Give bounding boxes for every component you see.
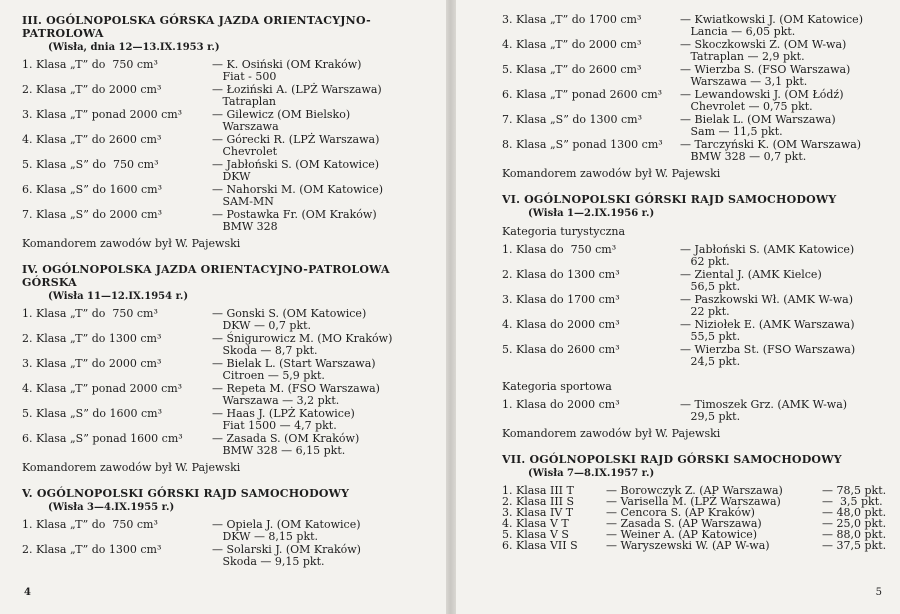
result-text: — Jabłoński S. (OM Katowice) DKW	[212, 158, 380, 183]
list-item	[502, 114, 888, 138]
class-cell: 6. Klasa VII S	[502, 539, 578, 552]
result-text: — Lewandowski J. (OM Łódź) Chevrolet — 0,75 pkt.	[680, 88, 844, 113]
list-item	[22, 358, 422, 382]
points-cell: — 88,0 pkt.	[822, 528, 887, 541]
points-cell: — 37,5 pkt.	[822, 539, 887, 552]
class-cell: 1. Klasa III T	[502, 484, 574, 497]
section-title: VI. OGÓLNOPOLSKI GÓRSKI RAJD SAMOCHODOWY	[502, 193, 837, 206]
commander-line: Komandorem zawodów był W. Pajewski	[22, 461, 241, 474]
result-text: — Bielak L. (OM Warszawa) Sam — 11,5 pkt.	[680, 113, 836, 138]
result-text: — Gonski S. (OM Katowice) DKW — 0,7 pkt.	[212, 307, 367, 332]
list-item	[502, 244, 888, 268]
points-cell: — 48,0 pkt.	[822, 506, 887, 519]
driver-cell: — Zasada S. (AP Warszawa)	[606, 517, 762, 530]
class-label: 6. Klasa „S” ponad 1600 cm³	[22, 432, 183, 445]
class-label: 2. Klasa do 1300 cm³	[502, 268, 620, 281]
list-item	[22, 308, 422, 332]
list-item	[22, 408, 422, 432]
class-label: 1. Klasa do 2000 cm³	[502, 398, 620, 411]
class-label: 1. Klasa „T” do 750 cm³	[22, 307, 158, 320]
points-cell: — 25,0 pkt.	[822, 517, 887, 530]
section-date: (Wisła 3—4.IX.1955 r.)	[48, 502, 175, 513]
section-date: (Wisła 11—12.IX.1954 r.)	[48, 291, 189, 302]
class-label: 3. Klasa „T” do 2000 cm³	[22, 357, 162, 370]
driver-cell: — Cencora S. (AP Kraków)	[606, 506, 755, 519]
right-column	[502, 14, 888, 564]
class-label: 1. Klasa „T” do 750 cm³	[22, 518, 158, 531]
list-item	[22, 184, 422, 208]
result-text: — Nahorski M. (OM Katowice) SAM-MN	[212, 183, 384, 208]
class-label: 1. Klasa „T” do 750 cm³	[22, 58, 158, 71]
section-v	[22, 487, 422, 568]
list-item	[22, 544, 422, 568]
class-label: 5. Klasa „S” do 1600 cm³	[22, 407, 162, 420]
class-label: 2. Klasa „T” do 1300 cm³	[22, 332, 162, 345]
class-label: 5. Klasa „S” do 750 cm³	[22, 158, 159, 171]
class-label: 4. Klasa „T” do 2000 cm³	[502, 38, 642, 51]
driver-cell: — Varisella M. (LPŻ Warszawa)	[606, 495, 781, 508]
class-label: 7. Klasa „S” do 2000 cm³	[22, 208, 162, 221]
page-number: 4	[24, 587, 31, 598]
section-date: (Wisła 7—8.IX.1957 r.)	[528, 468, 655, 479]
result-text: — Śnigurowicz M. (MO Kraków) Skoda — 8,7 pkt.	[212, 332, 393, 357]
class-label: 8. Klasa „S” ponad 1300 cm³	[502, 138, 663, 151]
result-text: — Timoszek Grz. (AMK W-wa) 29,5 pkt.	[680, 398, 848, 423]
commander-line: Komandorem zawodów był W. Pajewski	[502, 167, 721, 180]
class-label: 2. Klasa „T” do 1300 cm³	[22, 543, 162, 556]
class-label: 3. Klasa do 1700 cm³	[502, 293, 620, 306]
list-item	[22, 209, 422, 233]
section-iv	[22, 263, 422, 474]
section-date: (Wisła, dnia 12—13.IX.1953 r.)	[48, 42, 220, 53]
class-label: 5. Klasa „T” do 2600 cm³	[502, 63, 642, 76]
list-item	[502, 14, 888, 38]
result-text: — Haas J. (LPŻ Katowice) Fiat 1500 — 4,7 pkt.	[212, 407, 355, 432]
list-item	[502, 139, 888, 163]
section-title: III. OGÓLNOPOLSKA GÓRSKA JAZDA ORIENTACYJNO- PATROLOWA	[22, 14, 371, 40]
list-item	[502, 39, 888, 63]
class-label: 7. Klasa „S” do 1300 cm³	[502, 113, 642, 126]
list-item	[502, 64, 888, 88]
left-page	[0, 0, 446, 614]
list-item	[22, 519, 422, 543]
points-cell: — 3,5 pkt.	[822, 495, 883, 508]
result-text: — K. Osiński (OM Kraków) Fiat - 500	[212, 58, 362, 83]
section-title: IV. OGÓLNOPOLSKA JAZDA ORIENTACYJNO-PATROLOWA GÓRSKA	[22, 263, 390, 289]
result-text: — Solarski J. (OM Kraków) Skoda — 9,15 pkt.	[212, 543, 361, 568]
result-text: — Wierzba St. (FSO Warszawa) 24,5 pkt.	[680, 343, 856, 368]
result-text: — Ziental J. (AMK Kielce) 56,5 pkt.	[680, 268, 822, 293]
list-item	[22, 333, 422, 357]
section-vii	[502, 453, 888, 551]
section-vi	[502, 193, 888, 440]
result-text: — Tarczyński K. (OM Warszawa) BMW 328 — 0,7 pkt.	[680, 138, 862, 163]
list-item	[22, 159, 422, 183]
result-text: — Górecki R. (LPŻ Warszawa) Chevrolet	[212, 133, 380, 158]
list-item	[502, 269, 888, 293]
list-item	[22, 134, 422, 158]
result-text: — Gilewicz (OM Bielsko) Warszawa	[212, 108, 351, 133]
driver-cell: — Borowczyk Z. (AP Warszawa)	[606, 484, 783, 497]
category-heading: Kategoria sportowa	[502, 380, 612, 393]
result-text: — Skoczkowski Z. (OM W-wa) Tatraplan — 2,9 pkt.	[680, 38, 847, 63]
category-heading: Kategoria turystyczna	[502, 225, 626, 238]
list-item	[502, 319, 888, 343]
result-text: — Paszkowski Wł. (AMK W-wa) 22 pkt.	[680, 293, 853, 318]
class-cell: 5. Klasa V S	[502, 528, 569, 541]
left-column	[22, 14, 422, 581]
class-label: 6. Klasa „T” ponad 2600 cm³	[502, 88, 663, 101]
result-text: — Bielak L. (Start Warszawa) Citroen — 5,9 pkt.	[212, 357, 376, 382]
driver-cell: — Waryszewski W. (AP W-wa)	[606, 539, 770, 552]
result-text: — Niziołek E. (AMK Warszawa) 55,5 pkt.	[680, 318, 855, 343]
section-iii	[22, 14, 422, 250]
section-title: V. OGÓLNOPOLSKI GÓRSKI RAJD SAMOCHODOWY	[22, 487, 350, 500]
result-text: — Repeta M. (FSO Warszawa) Warszawa — 3,2 pkt.	[212, 382, 380, 407]
class-cell: 4. Klasa V T	[502, 517, 569, 530]
page-number: 5	[875, 587, 882, 598]
result-text: — Jabłoński S. (AMK Katowice) 62 pkt.	[680, 243, 855, 268]
class-label: 4. Klasa „T” do 2600 cm³	[22, 133, 162, 146]
class-label: 6. Klasa „S” do 1600 cm³	[22, 183, 162, 196]
table-row	[502, 540, 888, 551]
result-text: — Zasada S. (OM Kraków) BMW 328 — 6,15 pkt.	[212, 432, 360, 457]
book-gutter	[446, 0, 456, 614]
list-item	[22, 383, 422, 407]
list-item	[22, 84, 422, 108]
list-item	[502, 344, 888, 368]
class-label: 5. Klasa do 2600 cm³	[502, 343, 620, 356]
result-text: — Postawka Fr. (OM Kraków) BMW 328	[212, 208, 377, 233]
points-cell: — 78,5 pkt.	[822, 484, 887, 497]
section-date: (Wisła 1—2.IX.1956 r.)	[528, 208, 655, 219]
class-cell: 3. Klasa IV T	[502, 506, 574, 519]
right-page	[456, 0, 900, 614]
class-label: 3. Klasa „T” do 1700 cm³	[502, 13, 642, 26]
class-label: 3. Klasa „T” ponad 2000 cm³	[22, 108, 183, 121]
commander-line: Komandorem zawodów był W. Pajewski	[22, 237, 241, 250]
result-text: — Kwiatkowski J. (OM Katowice) Lancia — 6,05 pkt.	[680, 13, 863, 38]
class-label: 4. Klasa do 2000 cm³	[502, 318, 620, 331]
result-text: — Wierzba S. (FSO Warszawa) Warszawa — 3,1 pkt.	[680, 63, 851, 88]
list-item	[502, 89, 888, 113]
list-item	[502, 399, 888, 423]
class-cell: 2. Klasa III S	[502, 495, 575, 508]
commander-line: Komandorem zawodów był W. Pajewski	[502, 427, 721, 440]
class-label: 4. Klasa „T” ponad 2000 cm³	[22, 382, 183, 395]
class-label: 2. Klasa „T” do 2000 cm³	[22, 83, 162, 96]
driver-cell: — Weiner A. (AP Katowice)	[606, 528, 758, 541]
list-item	[502, 294, 888, 318]
list-item	[22, 109, 422, 133]
section-title: VII. OGÓLNOPOLSKI RAJD GÓRSKI SAMOCHODOWY	[502, 453, 842, 466]
class-label: 1. Klasa do 750 cm³	[502, 243, 617, 256]
result-text: — Opiela J. (OM Katowice) DKW — 8,15 pkt.	[212, 518, 361, 543]
list-item	[22, 59, 422, 83]
result-text: — Łoziński A. (LPŻ Warszawa) Tatraplan	[212, 83, 382, 108]
list-item	[22, 433, 422, 457]
section-v-continued	[502, 14, 888, 180]
